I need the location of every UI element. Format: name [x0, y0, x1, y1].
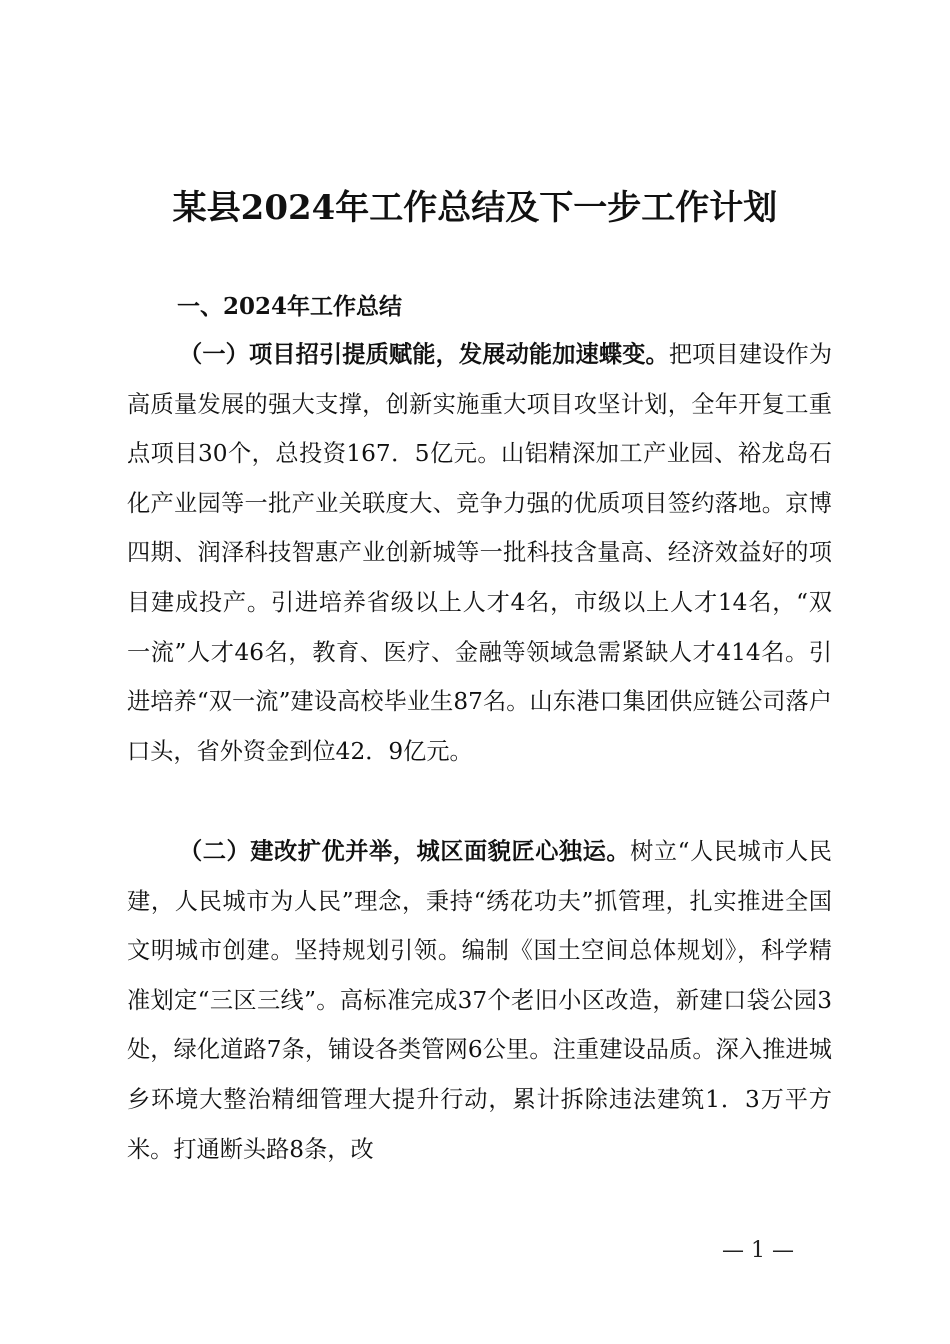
document-title: 某县2024年工作总结及下一步工作计划	[172, 188, 778, 228]
paragraph-2	[127, 827, 832, 1174]
paragraph-1-text: 把项目建设作为高质量发展的强大支撑，创新实施重大项目攻坚计划，全年开复工重点项目30个，总投资167．5亿元。山铝精深加工产业园、裕龙岛石化产业园等一批产业关联度大、竞争力强的优质项目签约落地。京博四期、润泽科技智惠产业创新城等一批科技含量高、经济效益好的项目建成投产。引进培养省级以上人才4名，市级以上人才14名，“双一流”人才46名，教育、医疗、金融等领域急需紧缺人才414名。引进培养“双一流”建设高校毕业生87名。山东港口集团供应链公司落户口头，省外资金到位42．9亿元。	[127, 341, 833, 765]
page-number: — 1 —	[722, 1238, 794, 1263]
paragraph-1-lead: （一）项目招引提质赋能，发展动能加速蝶变。	[179, 341, 669, 368]
paragraph-1	[127, 330, 832, 776]
section-heading: 一、2024年工作总结	[177, 293, 403, 320]
paragraph-2-text: 树立“人民城市人民建，人民城市为人民”理念，秉持“绣花功夫”抓管理，扎实推进全国文明城市创建。坚持规划引领。编制《国土空间总体规划》，科学精准划定“三区三线”。高标准完成37个老旧小区改造，新建口袋公园3处，绿化道路7条，铺设各类管网6公里。注重建设品质。深入推进城乡环境大整治精细管理大提升行动，累计拆除违法建筑1．3万平方米。打通断头路8条，改	[127, 838, 832, 1163]
paragraph-2-lead: （二）建改扩优并举，城区面貌匠心独运。	[179, 838, 631, 865]
